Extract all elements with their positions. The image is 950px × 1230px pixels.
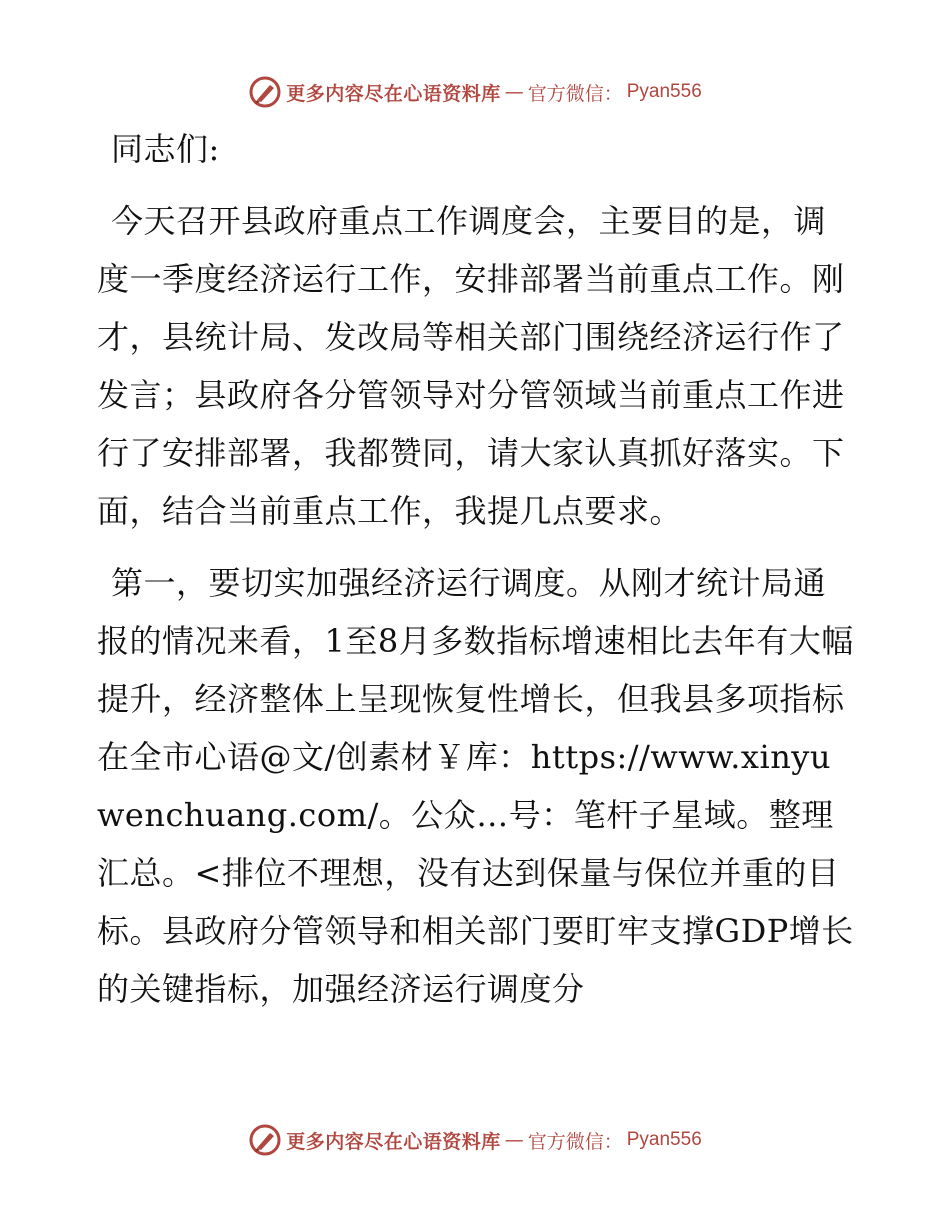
watermark-separator: — — [504, 81, 524, 103]
header-watermark — [0, 70, 950, 114]
document-body — [97, 120, 857, 1032]
footer-watermark — [0, 1118, 950, 1162]
watermark-wechat-id: Pyan556 — [626, 81, 702, 102]
paragraph-first-point: 第一，要切实加强经济运行调度。从刚才统计局通报的情况来看，1至8月多数指标增速相比去年有大幅提升，经济整体上呈现恢复性增长，但我县多项指标在全市心语@文/创素材￥库：https://www.xinyuwenchuang.com/。公众…号：笔杆子星域。整理汇总。<排位不理想，没有达到保量与保位并重的目标。县政府分管领导和相关部门要盯牢支撑GDP增长的关键指标，加强经济运行调度分 — [97, 564, 854, 1008]
pen-logo-icon — [248, 75, 282, 109]
watermark-wechat-id: Pyan556 — [626, 1129, 702, 1150]
watermark-wechat-label: 官方微信： — [527, 82, 623, 105]
pen-logo-icon — [248, 1123, 282, 1157]
salutation: 同志们: — [111, 130, 220, 168]
watermark-text: 更多内容尽在心语资料库 — [286, 1130, 501, 1153]
watermark-text: 更多内容尽在心语资料库 — [286, 82, 501, 105]
watermark-separator: — — [504, 1129, 524, 1151]
watermark-wechat-label: 官方微信： — [527, 1130, 623, 1153]
paragraph-opening: 今天召开县政府重点工作调度会，主要目的是，调度一季度经济运行工作，安排部署当前重点工作。刚才，县统计局、发改局等相关部门围绕经济运行作了发言；县政府各分管领导对分管领域当前重点工作进行了安排部署，我都赞同，请大家认真抓好落实。下面，结合当前重点工作，我提几点要求。 — [97, 202, 845, 530]
